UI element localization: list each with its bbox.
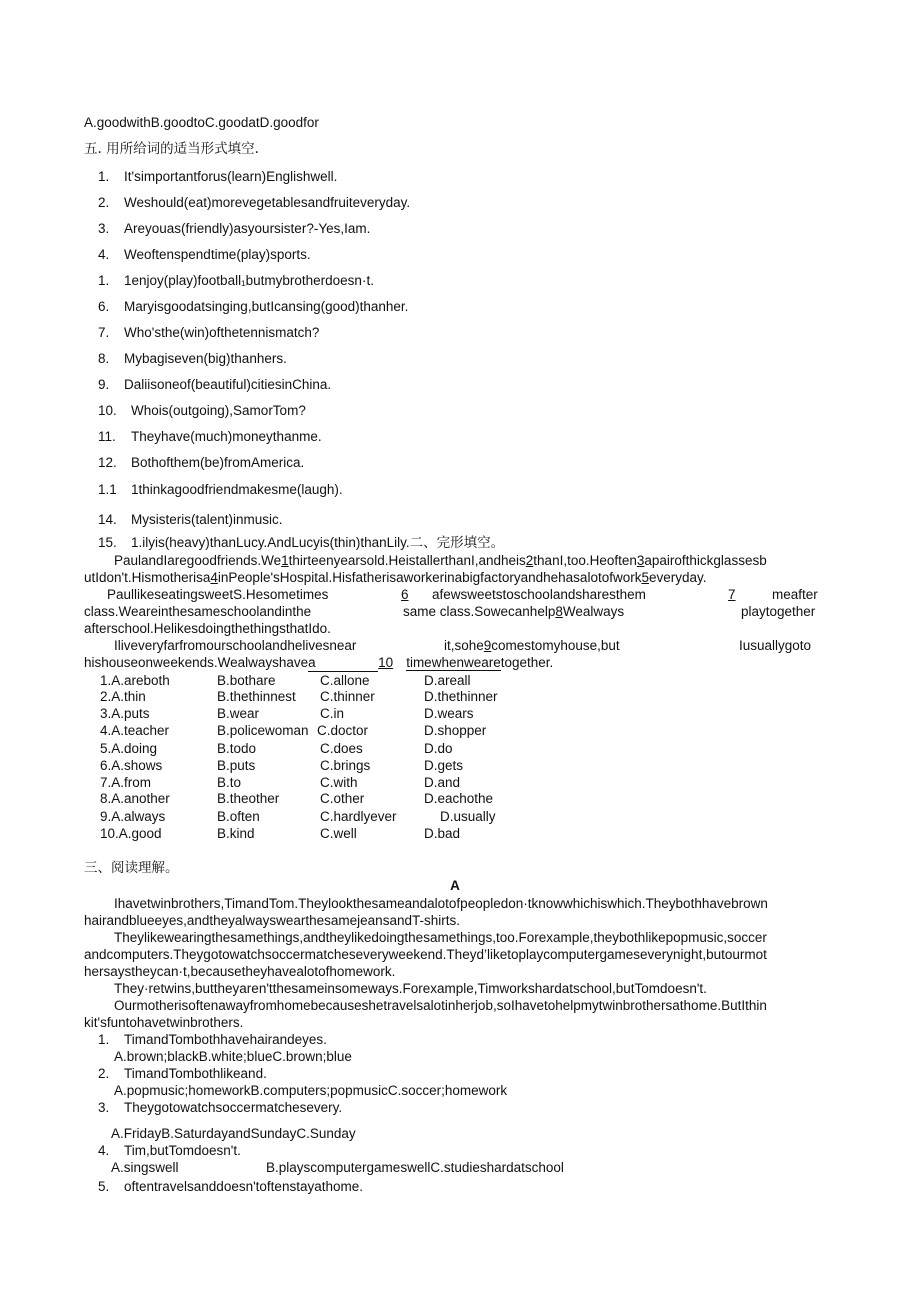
passage-line: Theylikewearingthesamethings,andtheylikedoingthesamethings,too.Forexample,theybothlikepopmusic,soccer — [114, 930, 767, 945]
list-item: 2. Weshould(eat)morevegetablesandfruiteveryday. — [98, 195, 411, 210]
question: 2. TimandTombothlikeand. — [98, 1066, 267, 1081]
option-d: D.wears — [424, 706, 474, 721]
option-c: C.other — [320, 791, 365, 806]
passage-line: andcomputers.Theygotowatchsoccermatcheseveryweekend.Theyd’liketoplaycomputergameseverynight,butourmot — [84, 947, 767, 962]
list-item: 4. Weoftenspendtime(play)sports. — [98, 247, 311, 262]
option-b: B.todo — [217, 741, 257, 756]
list-item: 1. It'simportantforus(learn)Englishwell. — [98, 169, 338, 184]
list-item: 3. Areyouas(friendly)asyoursister?-Yes,Iam. — [98, 221, 371, 236]
passage-line: class.Weareinthesameschoolandinthe — [84, 604, 312, 619]
passage-line: PaullikeseatingsweetS.Hesometimes — [107, 587, 329, 602]
option-c: C.doctor — [317, 723, 369, 738]
option-a: 9.A.always — [100, 809, 166, 824]
option-a: 4.A.teacher — [100, 723, 170, 738]
passage-line: it,sohe9comestomyhouse,but — [444, 638, 620, 653]
option-b: B.often — [217, 809, 260, 824]
option-a: 5.A.doing — [100, 741, 158, 756]
question-options: B.playscomputergameswellC.studieshardatschool — [266, 1160, 564, 1175]
list-item: 7. Who'sthe(win)ofthetennismatch? — [98, 325, 320, 340]
option-d: D.gets — [424, 758, 464, 773]
question: 4. Tim,butTomdoesn't. — [98, 1143, 241, 1158]
question: 3. Theygotowatchsoccermatchesevery. — [98, 1100, 343, 1115]
question-options: A.brown;blackB.white;blueC.brown;blue — [114, 1049, 352, 1064]
option-b: B.kind — [217, 826, 255, 841]
passage-line: playtogether — [741, 604, 816, 619]
option-a: 10.A.good — [100, 826, 162, 841]
question-options: A.popmusic;homeworkB.computers;popmusicC.soccer;homework — [114, 1083, 508, 1098]
option-b: B.policewoman — [217, 723, 309, 738]
passage-line: Iusuallygoto — [739, 638, 812, 653]
option-d: D.and — [424, 775, 461, 790]
option-d: D.do — [424, 741, 453, 756]
passage-line: Iliveveryfarfromourschoolandhelivesnear — [114, 638, 357, 653]
passage-line: hersaystheycan·t,becausetheyhavealotofhomework. — [84, 964, 396, 979]
option-c: C.thinner — [320, 689, 375, 704]
passage-line: same class.Sowecanhelp8Wealways — [403, 604, 625, 619]
option-c: C.brings — [320, 758, 371, 773]
question: 1. TimandTombothhavehairandeyes. — [98, 1032, 327, 1047]
option-b: B.thethinnest — [217, 689, 296, 704]
option-b: B.wear — [217, 706, 260, 721]
option-c: C.hardlyever — [320, 809, 397, 824]
passage-line: utIdon't.Hismotherisa4inPeople'sHospital.Hisfatherisaworkerinabigfactoryandhehasalotofwork5everyday. — [84, 570, 707, 585]
option-b: B.to — [217, 775, 242, 790]
option-d: D.shopper — [424, 723, 487, 738]
option-a: 2.A.thin — [100, 689, 146, 704]
passage-line: They·retwins,buttheyaren'tthesameinsomeways.Forexample,Timworkshardatschool,butTomdoesn't. — [114, 981, 707, 996]
passage-line: afterschool.HelikesdoingthethingsthatIdo. — [84, 621, 331, 636]
option-b: B.theother — [217, 791, 280, 806]
option-c: C.does — [320, 741, 363, 756]
option-line: A.goodwithB.goodtoC.goodatD.goodfor — [84, 115, 319, 130]
option-a: 1.A.areboth — [100, 673, 170, 688]
list-item: 12. Bothofthem(be)fromAmerica. — [98, 455, 305, 470]
option-a: 7.A.from — [100, 775, 152, 790]
passage-line: PaulandIaregoodfriends.We1thirteenyearsold.HeistallerthanI,andheis2thanI,too.Heoften3apairofthickglassesb — [114, 553, 767, 568]
option-d: D.bad — [424, 826, 461, 841]
option-c: C.with — [320, 775, 358, 790]
list-item: 10. Whois(outgoing),SamorTom? — [98, 403, 306, 418]
option-c: C.allone — [320, 673, 370, 688]
list-item: 11. Theyhave(much)moneythanme. — [98, 429, 322, 444]
passage-line: hairandblueeyes,andtheyalwayswearthesamejeansandT-shirts. — [84, 913, 460, 928]
list-item: 8. Mybagiseven(big)thanhers. — [98, 351, 287, 366]
option-c: C.in — [320, 706, 345, 721]
list-item: 9. Daliisoneof(beautiful)citiesinChina. — [98, 377, 332, 392]
list-item: 14. Mysisteris(talent)inmusic. — [98, 512, 283, 527]
option-a: 6.A.shows — [100, 758, 163, 773]
blank-number: 7 — [728, 587, 736, 602]
passage-label: A — [450, 878, 460, 893]
option-d: D.usually — [440, 809, 496, 824]
option-c: C.well — [320, 826, 357, 841]
option-b: B.puts — [217, 758, 256, 773]
option-b: B.bothare — [217, 673, 276, 688]
passage-line: Ourmotherisoftenawayfromhomebecauseshetravelsalotinherjob,soIhavetohelpmytwinbrothersathome.ButIthin — [114, 998, 767, 1013]
question-options: A.FridayB.SaturdayandSundayC.Sunday — [111, 1126, 356, 1141]
option-a: 3.A.puts — [100, 706, 150, 721]
passage-line: Ihavetwinbrothers,TimandTom.Theylookthesameandalotofpeopledon·tknowwhichiswhich.Theybothhavebrown — [114, 896, 768, 911]
passage-line: kit'sfuntohavetwinbrothers. — [84, 1015, 244, 1030]
list-item: 15. 1.ilyis(heavy)thanLucy.AndLucyis(thin)thanLily.二、完形填空。 — [98, 535, 505, 551]
option-d: D.eachothe — [424, 791, 494, 806]
passage-line: meafter — [772, 587, 818, 602]
blank-number: 6 — [401, 587, 409, 602]
list-item: 6. Maryisgoodatsinging,butIcansing(good)thanher. — [98, 299, 409, 314]
question-options: A.singswell — [111, 1160, 179, 1175]
passage-line: afewsweetstoschoolandsharesthem — [432, 587, 646, 602]
option-a: 8.A.another — [100, 791, 170, 806]
section-5-title: 五. 用所给词的适当形式填空. — [84, 141, 259, 157]
option-d: D.areall — [424, 673, 471, 688]
passage-line: hishouseonweekends.Wealwayshavea 10 timewhenwearetogether. — [84, 655, 554, 670]
section-3-title: 三、阅读理解。 — [84, 860, 179, 876]
question: 5. oftentravelsanddoesn'toftenstayathome. — [98, 1179, 363, 1194]
option-d: D.thethinner — [424, 689, 498, 704]
list-item: 1. 1enjoy(play)football₁butmybrotherdoesn·t. — [98, 273, 374, 288]
section-2-title: 二、完形填空。 — [409, 535, 505, 551]
list-item: 1.1 1thinkagoodfriendmakesme(laugh). — [98, 482, 343, 497]
